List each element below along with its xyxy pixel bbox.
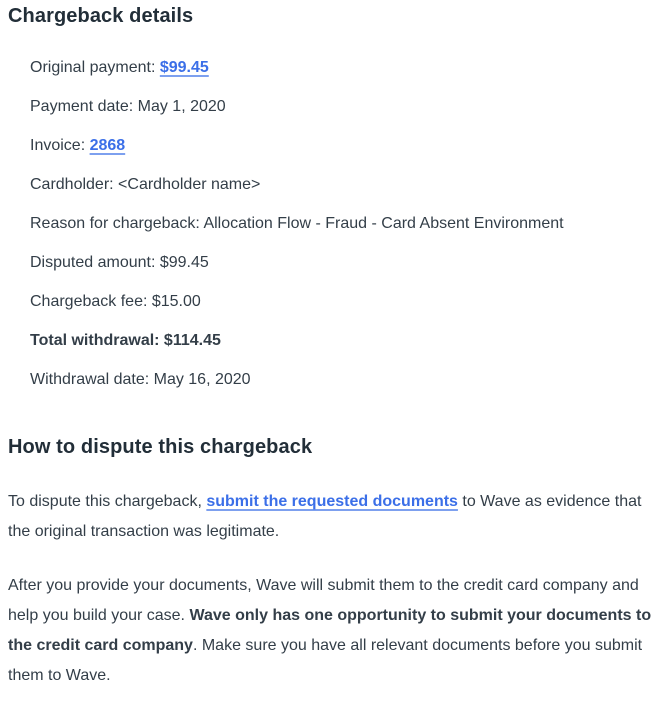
detail-item [30,331,652,350]
text-segment: Original payment: [30,59,160,76]
text-segment: Invoice: [30,137,90,154]
text-segment: to Wave as evidence that the original transaction was legitimate. [8,493,642,540]
how-to-dispute-heading: How to dispute this chargeback [8,436,313,458]
text-segment: Withdrawal date: May 16, 2020 [30,371,251,388]
text-segment: Cardholder: <Cardholder name> [30,176,261,193]
body-paragraph [8,487,652,547]
text-segment: After you provide your documents, Wave will submit them to the credit card company and help you build your case. [8,577,639,624]
detail-item [30,175,652,194]
dispute-paragraphs [8,487,652,691]
detail-item [30,97,652,116]
detail-item [30,136,652,155]
text-segment: Disputed amount: $99.45 [30,254,209,271]
text-segment: . Make sure you have all relevant documents before you submit them to Wave. [8,637,643,684]
detail-item [30,292,652,311]
chargeback-details-heading: Chargeback details [8,5,194,27]
detail-item [30,370,652,389]
text-segment: Reason for chargeback: Allocation Flow - Fraud - Card Absent Environment [30,215,564,232]
bold-text-segment: Total withdrawal: $114.45 [30,332,221,349]
invoice-link[interactable]: 2868 [89,137,126,154]
text-segment: To dispute this chargeback, [8,493,207,510]
chargeback-details-list [8,58,652,389]
detail-item [30,253,652,272]
text-segment: Payment date: May 1, 2020 [30,98,226,115]
body-paragraph [8,571,652,691]
detail-item [30,214,652,233]
detail-item [30,58,652,77]
original-payment-link[interactable]: $99.45 [159,59,209,76]
text-segment: Chargeback fee: $15.00 [30,293,201,310]
submit-documents-link[interactable]: submit the requested documents [206,493,458,510]
bold-text-segment: Wave only has one opportunity to submit your documents to the credit card company [8,607,652,654]
